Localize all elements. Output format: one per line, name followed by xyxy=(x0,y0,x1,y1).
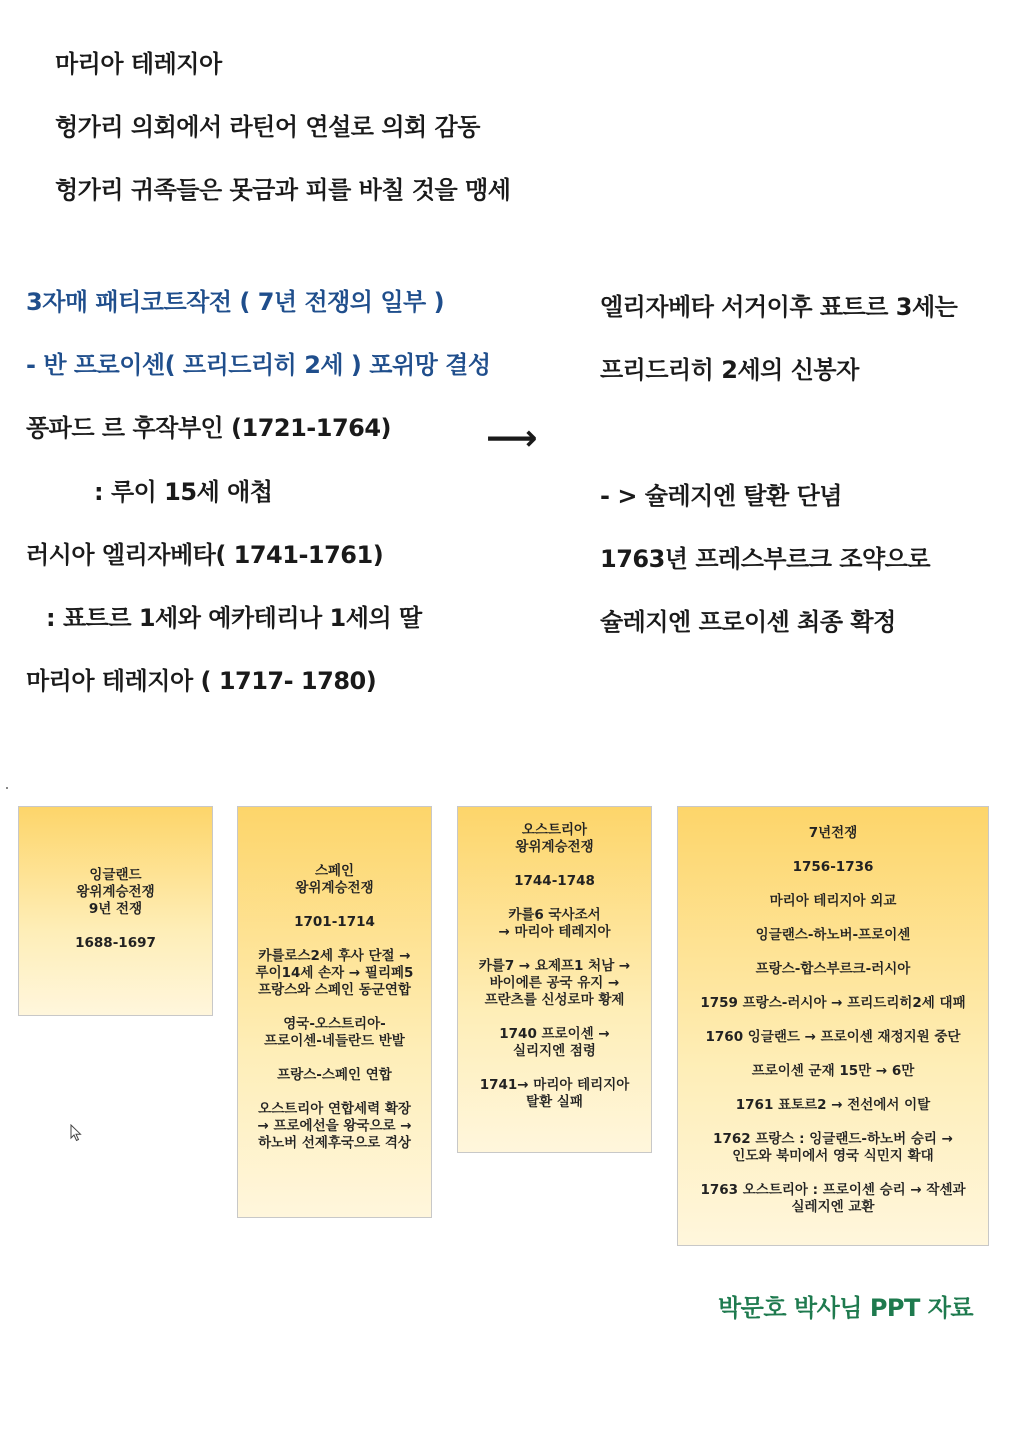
card4-p4: 잉글랜스-하노버-프로이센 xyxy=(755,927,911,943)
card2-p5: 프랑스-스페인 연합 xyxy=(277,1067,392,1083)
card4-p5: 프랑스-합스부르크-러시아 xyxy=(755,961,911,977)
card4-p1: 7년전쟁 xyxy=(808,825,858,841)
stray-dot xyxy=(6,787,8,789)
card3-p6: 1741→ 마리아 테리지아 탈환 실패 xyxy=(479,1077,630,1110)
card4-p9: 1761 표토르2 → 전선에서 이탈 xyxy=(735,1097,931,1113)
card3-p2: 1744-1748 xyxy=(514,873,595,889)
left-line-5: 러시아 엘리자베타( 1741-1761) xyxy=(26,541,384,569)
left-line-7: 마리아 테레지아 ( 1717- 1780) xyxy=(26,667,377,695)
right-arrow: ⟶ xyxy=(486,418,538,459)
mouse-cursor-icon xyxy=(70,1124,82,1146)
card4-p3: 마리아 테리지아 외교 xyxy=(769,893,897,909)
card-england-succession-war xyxy=(18,806,213,1016)
card1-p1: 잉글랜드 왕위계승전쟁 9년 전쟁 xyxy=(76,867,155,917)
card1-p2: 1688-1697 xyxy=(75,935,156,951)
card2-p6: 오스트리아 연합세력 확장 → 프로에선을 왕국으로 → 하노버 선제후국으로 격상 xyxy=(257,1101,412,1151)
top-line-3: 헝가리 귀족들은 못금과 피를 바칠 것을 맹세 xyxy=(55,176,511,204)
left-line-1: 3자매 패티코트작전 ( 7년 전쟁의 일부 ) xyxy=(26,288,445,316)
right-line-2: 프리드리히 2세의 신봉자 xyxy=(600,356,859,384)
left-line-3: 퐁파드 르 후작부인 (1721-1764) xyxy=(26,414,392,442)
card2-p3: 카를로스2세 후사 단절 → 루이14세 손자 → 필리페5 프랑스와 스페인 동군연합 xyxy=(255,948,414,998)
card4-p2: 1756-1736 xyxy=(792,859,874,875)
card2-p1: 스페인 왕위계승전쟁 xyxy=(295,863,374,896)
top-line-1: 마리아 테레지아 xyxy=(55,50,222,78)
card-seven-years-war xyxy=(677,806,989,1246)
top-line-2: 헝가리 의회에서 라틴어 연설로 의회 감동 xyxy=(55,113,480,141)
card-spain-succession-war xyxy=(237,806,432,1218)
credit-text: 박문호 박사님 PPT 자료 xyxy=(718,1294,974,1322)
right-line-1: 엘리자베타 서거이후 표트르 3세는 xyxy=(600,293,958,321)
card4-p10: 1762 프랑스 : 잉글랜드-하노버 승리 → 인도와 북미에서 영국 식민지 확대 xyxy=(713,1131,953,1164)
left-line-2: - 반 프로이센( 프리드리히 2세 ) 포위망 결성 xyxy=(26,351,491,379)
left-line-4: : 루이 15세 애첩 xyxy=(94,478,273,506)
right-line-4: 1763년 프레스부르크 조약으로 xyxy=(600,545,931,573)
card2-p4: 영국-오스트리아- 프로이센-네들란드 반발 xyxy=(264,1016,405,1049)
card4-p6: 1759 프랑스-러시아 → 프리드리히2세 대패 xyxy=(700,995,966,1011)
card2-p2: 1701-1714 xyxy=(294,914,375,930)
left-line-6: : 표트르 1세와 예카테리나 1세의 딸 xyxy=(46,604,422,632)
card3-p5: 1740 프로이센 → 실리지엔 점령 xyxy=(499,1026,610,1059)
right-line-5: 슐레지엔 프로이센 최종 확정 xyxy=(600,608,896,636)
card4-p7: 1760 잉글랜드 → 프로이센 재정지원 중단 xyxy=(705,1029,961,1045)
right-line-3: - > 슐레지엔 탈환 단념 xyxy=(600,482,842,510)
card3-p4: 카를7 → 요제프1 처남 → 바이에른 공국 유지 → 프란츠를 신성로마 황제 xyxy=(478,958,631,1008)
card4-p11: 1763 오스트리아 : 프로이센 승리 → 작센과 실레지엔 교환 xyxy=(700,1182,966,1215)
card3-p1: 오스트리아 왕위계승전쟁 xyxy=(515,822,594,855)
card4-p8: 프로이센 군재 15만 → 6만 xyxy=(751,1063,915,1079)
card-austria-succession-war xyxy=(457,806,652,1153)
card3-p3: 카를6 국사조서 → 마리아 테레지아 xyxy=(498,907,611,940)
